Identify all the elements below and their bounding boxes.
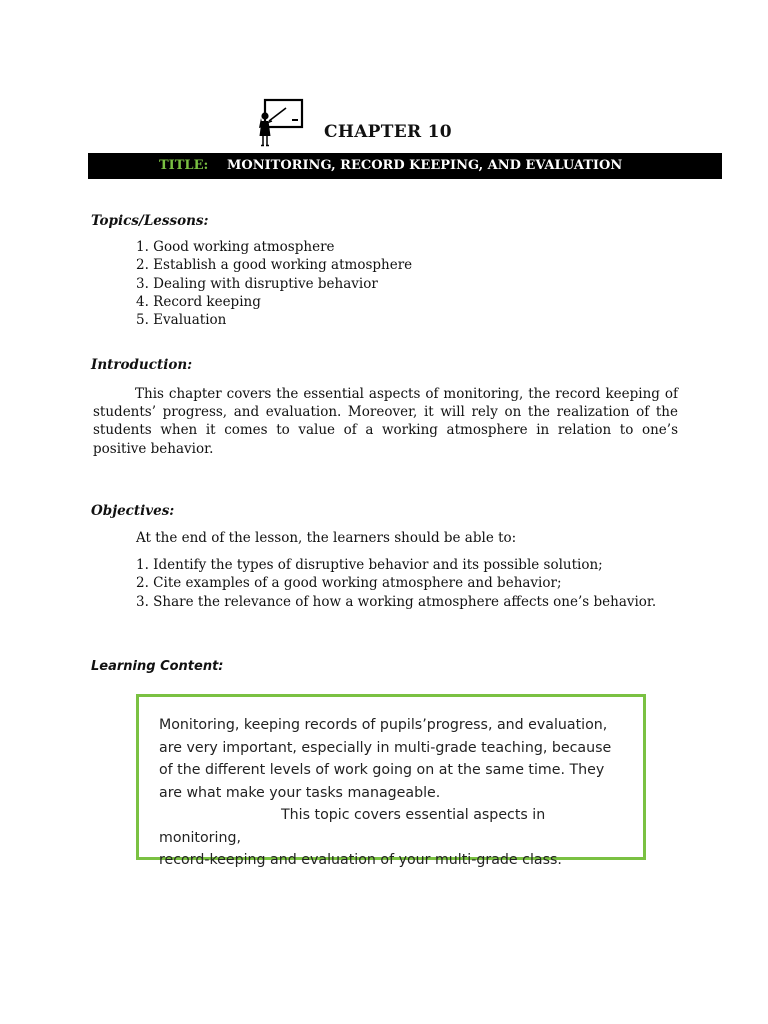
list-item: 2. Establish a good working atmosphere	[136, 257, 413, 274]
list-item: 5. Evaluation	[136, 312, 227, 329]
objectives-heading: Objectives:	[91, 503, 175, 519]
list-item: 3. Dealing with disruptive behavior	[136, 275, 378, 292]
objectives-list	[136, 556, 656, 611]
topics-heading: Topics/Lessons:	[91, 213, 209, 229]
title-bar	[88, 153, 722, 179]
list-item: 3. Share the relevance of how a working atmosphere affects one’s behavior.	[136, 593, 657, 610]
chapter-title: MONITORING, RECORD KEEPING, AND EVALUATION	[227, 158, 623, 173]
objectives-lead: At the end of the lesson, the learners should be able to:	[136, 530, 517, 546]
learning-content-paragraph: Monitoring, keeping records of pupils’progress, and evaluation, are very important, especially in multi-grade teaching, because of the different levels of work going on at the same time. They are what make your tasks manageable.	[159, 717, 612, 801]
list-item: 4. Record keeping	[136, 293, 261, 310]
list-item: 1. Good working atmosphere	[136, 239, 335, 255]
introduction-text: This chapter covers the essential aspects of monitoring, the record keeping of students’ progress, and evaluation. Moreover, it will rely on the realization of the students when it comes to value of a working atmosphere in relation to one’s positive behavior.	[93, 386, 678, 457]
list-item: 1. Identify the types of disruptive behavior and its possible solution;	[136, 557, 603, 573]
learning-content-text	[159, 714, 629, 872]
teacher-at-board-icon	[256, 98, 306, 148]
list-item: 2. Cite examples of a good working atmosphere and behavior;	[136, 575, 562, 592]
learning-content-heading: Learning Content:	[91, 659, 224, 674]
learning-content-box	[136, 694, 646, 868]
learning-content-paragraph-line: This topic covers essential aspects in monitoring,	[159, 807, 546, 846]
introduction-heading: Introduction:	[91, 357, 193, 373]
chapter-heading: CHAPTER 10	[324, 122, 452, 142]
topics-list	[136, 238, 412, 329]
learning-content-paragraph-line: record-keeping and evaluation of your multi-grade class.	[159, 852, 562, 868]
title-label: TITLE:	[159, 158, 209, 173]
